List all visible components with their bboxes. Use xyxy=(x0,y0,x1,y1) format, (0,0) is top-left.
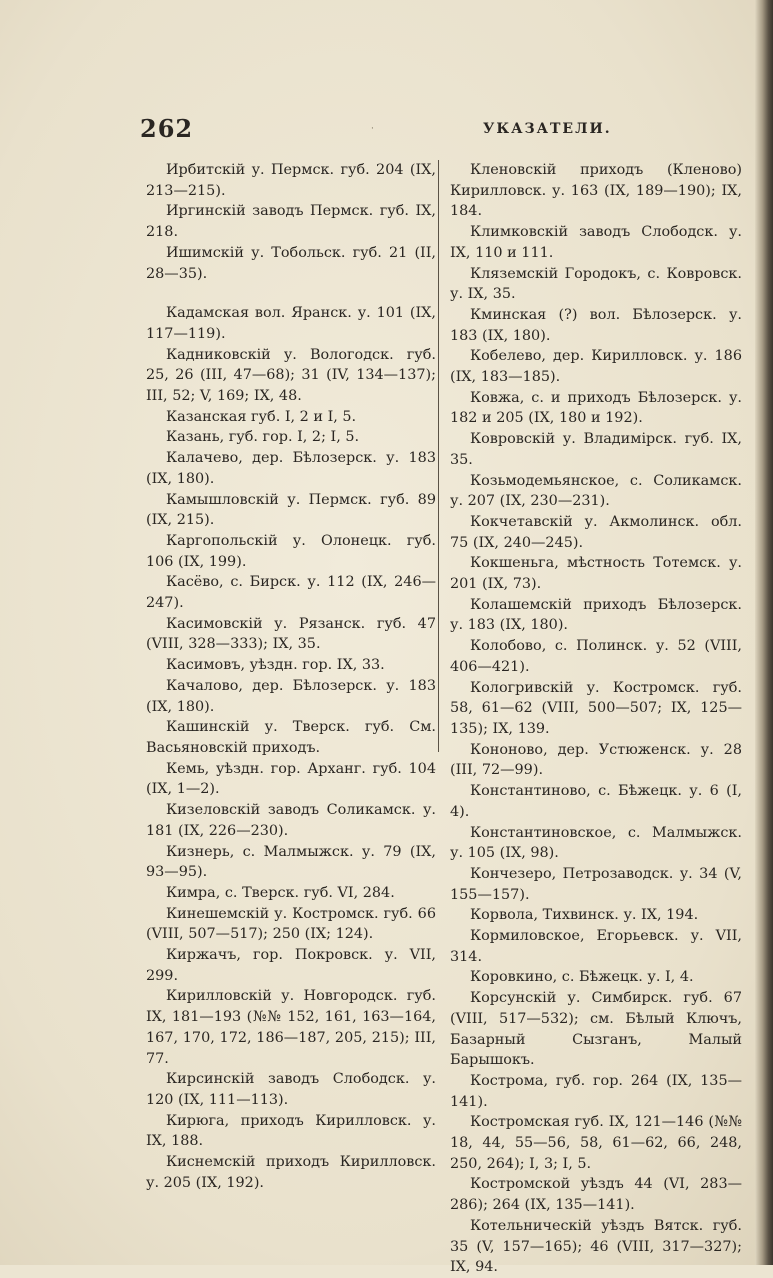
index-entry: Климковскій заводъ Слободск. у. IX, 110 и 111. xyxy=(450,224,742,261)
index-entry: Кобелево, дер. Кирилловск. у. 186 (IX, 183—185). xyxy=(450,348,742,386)
index-entry: Киржачъ, гор. Покровск. у. VII, 299. xyxy=(146,947,436,984)
index-entry: Кминская (?) вол. Бѣлозерск. у. 183 (IX, 180). xyxy=(450,306,742,344)
index-entry: Ковровскій у. Владимірск. губ. IX, 35. xyxy=(450,431,742,468)
index-entry: Кадниковскій у. Вологодск. губ. 25, 26 (III, 47—68); 31 (IV, 134—137); III, 52; V, 169; IX, 48. xyxy=(146,346,436,405)
index-entry: Кинешемскій у. Костромск. губ. 66 (VIII, 507—517); 250 (IX; 124). xyxy=(146,905,436,943)
index-entry: Кормиловское, Егорьевск. у. VII, 314. xyxy=(450,928,742,965)
index-entry: Ковжа, с. и приходъ Бѣлозерск. у. 182 и 205 (IX, 180 и 192). xyxy=(450,389,742,427)
index-entry: Коровкино, с. Бѣжецк. у. I, 4. xyxy=(470,969,694,986)
index-entry: Кологривскій у. Костромск. губ. 58, 61—62 (VIII, 500—507; IX, 125—135); IX, 139. xyxy=(450,679,742,737)
index-entry: Константиново, с. Бѣжецк. у. 6 (I, 4). xyxy=(450,783,742,820)
index-entry: Касёво, с. Бирск. у. 112 (IX, 246—247). xyxy=(146,574,436,612)
index-column-right xyxy=(450,160,742,1278)
index-entry: Кимра, с. Тверск. губ. VI, 284. xyxy=(166,884,395,901)
index-entry: Кизеловскій заводъ Соликамск. у. 181 (IX, 226—230). xyxy=(146,802,436,839)
index-entry: Кокчетавскій у. Акмолинск. обл. 75 (IX, 240—245). xyxy=(450,513,742,551)
index-entry: Кашинскій у. Тверск. губ. См. Васьяновскій приходъ. xyxy=(146,719,436,756)
index-column-left xyxy=(146,160,436,1193)
index-entry: Касимовъ, уѣздн. гор. IX, 33. xyxy=(166,657,385,674)
index-entry: Касимовскій у. Рязанск. губ. 47 (VIII, 328—333); IX, 35. xyxy=(146,615,436,653)
index-entry: Козьмодемьянское, с. Соликамск. у. 207 (IX, 230—231). xyxy=(450,472,742,510)
column-divider xyxy=(438,160,439,752)
index-entry: Колобово, с. Полинск. у. 52 (VIII, 406—421). xyxy=(450,638,742,675)
index-entry: Корвола, Тихвинск. у. IX, 194. xyxy=(470,907,699,924)
index-entry: Кокшеньга, мѣстность Тотемск. у. 201 (IX, 73). xyxy=(450,555,742,593)
running-title: УКАЗАТЕЛИ. xyxy=(483,121,612,137)
index-entry: Костромская губ. IX, 121—146 (№№ 18, 44, 55—56, 58, 61—62, 66, 248, 250, 264); I, 3; I, 5. xyxy=(450,1114,742,1172)
index-entry: Камышловскій у. Пермск. губ. 89 (IX, 215). xyxy=(146,491,436,529)
index-entry: Кленовскій приходъ (Кленово) Кирилловск. у. 163 (IX, 189—190); IX, 184. xyxy=(450,162,742,220)
index-entry: Кончезеро, Петрозаводск. у. 34 (V, 155—157). xyxy=(450,865,742,903)
index-entry: Казанская губ. I, 2 и I, 5. xyxy=(166,408,357,425)
index-entry: Ишимскій у. Тобольск. губ. 21 (II, 28—35). xyxy=(146,244,436,282)
index-entry: Киснемскій приходъ Кирилловск. у. 205 (IX, 192). xyxy=(146,1154,436,1191)
index-entry: Кирилловскій у. Новгородск. губ. IX, 181—193 (№№ 152, 161, 163—164, 167, 170, 172, 186—187, 205, 215); III, 77. xyxy=(146,988,436,1067)
index-entry: Качалово, дер. Бѣлозерск. у. 183 (IX, 180). xyxy=(146,677,436,715)
index-entry: Каргопольскій у. Олонецк. губ. 106 (IX, 199). xyxy=(146,532,436,570)
index-entry: Кострома, губ. гор. 264 (IX, 135—141). xyxy=(450,1072,742,1110)
index-entry: Костромской уѣздъ 44 (VI, 283—286); 264 (IX, 135—141). xyxy=(450,1176,742,1214)
index-entry: Корсунскій у. Симбирск. губ. 67 (VIII, 517—532); см. Бѣлый Ключъ, Базарный Сызганъ, Малый Барышокъ. xyxy=(450,990,742,1069)
index-entry: Ирбитскій у. Пермск. губ. 204 (IX, 213—215). xyxy=(146,162,436,199)
index-entry: Котельническій уѣздъ Вятск. губ. 35 (V, 157—165); 46 (VIII, 317—327); IX, 94. xyxy=(450,1217,742,1276)
index-entry: Колашемскій приходъ Бѣлозерск. у. 183 (IX, 180). xyxy=(450,596,742,634)
index-entry: Калачево, дер. Бѣлозерск. у. 183 (IX, 180). xyxy=(146,450,436,487)
index-entry: Константиновское, с. Малмыжск. у. 105 (IX, 98). xyxy=(450,824,742,862)
index-entry: Кадамская вол. Яранск. у. 101 (IX, 117—119). xyxy=(146,305,436,342)
page-header xyxy=(138,114,726,146)
index-entry: Кирюга, приходъ Кирилловск. у. IX, 188. xyxy=(146,1112,436,1150)
header-dot: · xyxy=(371,124,374,134)
index-entry: Кемь, уѣздн. гор. Арханг. губ. 104 (IX, 1—2). xyxy=(146,760,436,798)
index-entry: Кононово, дер. Устюженск. у. 28 (III, 72—99). xyxy=(450,741,742,779)
index-entry: Казань, губ. гор. I, 2; I, 5. xyxy=(166,429,360,446)
index-entry: Кляземскій Городокъ, с. Ковровск. у. IX, 35. xyxy=(450,265,742,303)
index-entry: Иргинскій заводъ Пермск. губ. IX, 218. xyxy=(146,203,436,241)
index-entry: Кирсинскій заводъ Слободск. у. 120 (IX, 111—113). xyxy=(146,1071,436,1108)
index-entry: Кизнерь, с. Малмыжск. у. 79 (IX, 93—95). xyxy=(146,843,436,881)
page-number: 262 xyxy=(140,114,194,143)
book-spine-shadow xyxy=(755,0,773,1265)
